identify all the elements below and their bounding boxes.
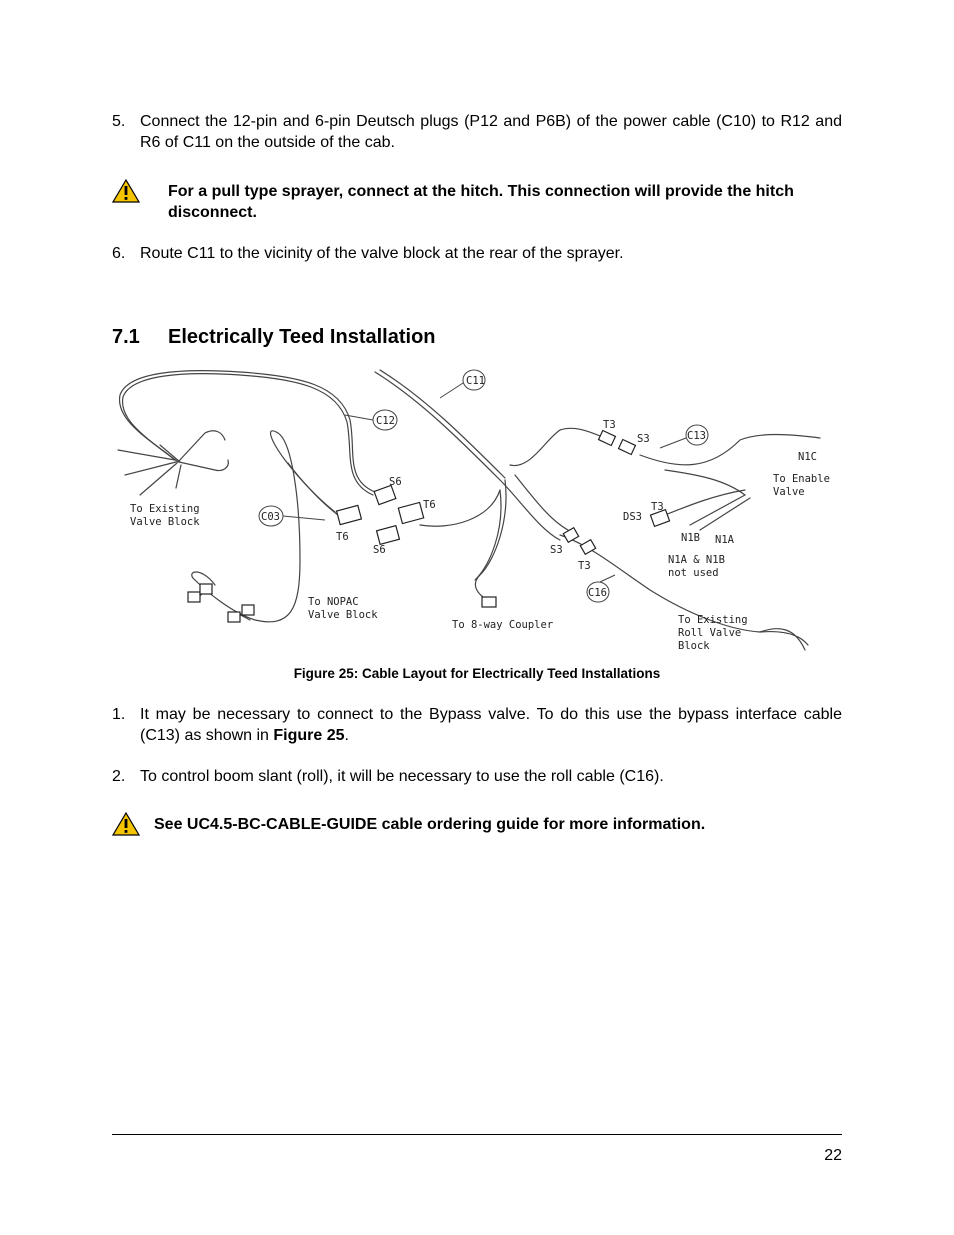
warning-note	[112, 814, 842, 835]
step-text: Route C11 to the vicinity of the valve block at the rear of the sprayer.	[140, 245, 624, 262]
step-number: 2.	[112, 768, 126, 785]
step-number: 1.	[112, 706, 126, 723]
label-s3-mid: S3	[550, 544, 563, 556]
label-c12: C12	[376, 415, 395, 427]
page-number: 22	[824, 1147, 842, 1164]
label-t3-low: T3	[578, 560, 591, 572]
label-t6-top: T6	[423, 499, 436, 511]
label-s3-top: S3	[637, 433, 650, 445]
label-t3-top: T3	[603, 419, 616, 431]
label-n1a: N1A	[715, 534, 734, 546]
label-existing-1: To Existing	[130, 503, 200, 515]
step-text	[140, 704, 842, 746]
label-t3-mid: T3	[651, 501, 664, 513]
label-c03: C03	[261, 511, 280, 523]
cable-layout-figure	[108, 362, 844, 658]
label-c11: C11	[466, 375, 485, 387]
warning-text: See UC4.5-BC-CABLE-GUIDE cable ordering guide for more information.	[154, 816, 706, 833]
label-c13: C13	[687, 430, 706, 442]
warning-note	[112, 181, 842, 223]
label-n1b: N1B	[681, 532, 700, 544]
step-text: Connect the 12-pin and 6-pin Deutsch plugs (P12 and P6B) of the power cable (C10) to R12 and R6 of C11 on the outside of the cab.	[140, 113, 842, 151]
section-heading	[112, 326, 436, 349]
step-5	[112, 111, 842, 153]
label-nopac-2: Valve Block	[308, 609, 378, 621]
label-to-enable-2: Valve	[773, 486, 805, 498]
label-not-used-1: N1A & N1B	[668, 554, 725, 566]
label-s6-bottom: S6	[373, 544, 386, 556]
step-1	[112, 704, 842, 746]
label-roll-1: To Existing	[678, 614, 748, 626]
step-text-end: .	[344, 727, 349, 744]
step-text: To control boom slant (roll), it will be necessary to use the roll cable (C16).	[140, 768, 664, 785]
step-text-main: It may be necessary to connect to the Bypass valve. To do this use the bypass interface cable (C13) as shown in	[140, 706, 842, 744]
label-roll-3: Block	[678, 640, 710, 652]
step-6	[112, 243, 842, 264]
label-coupler: To 8-way Coupler	[452, 619, 554, 631]
warning-icon	[112, 179, 140, 203]
label-to-enable-1: To Enable	[773, 473, 830, 485]
label-t6-left: T6	[336, 531, 349, 543]
label-n1c: N1C	[798, 451, 817, 463]
figure-caption: Figure 25: Cable Layout for Electrically Teed Installations	[293, 666, 661, 681]
label-s6-top: S6	[389, 476, 402, 488]
label-not-used-2: not used	[668, 567, 719, 579]
label-existing-2: Valve Block	[130, 516, 200, 528]
footer-rule	[112, 1134, 842, 1135]
label-ds3: DS3	[623, 511, 642, 523]
warning-icon	[112, 812, 140, 836]
step-number: 6.	[112, 245, 126, 262]
label-nopac-1: To NOPAC	[308, 596, 359, 608]
warning-text: For a pull type sprayer, connect at the hitch. This connection will provide the hitch disconnect.	[168, 183, 794, 221]
label-roll-2: Roll Valve	[678, 627, 742, 639]
section-title: Electrically Teed Installation	[168, 326, 436, 348]
figure-reference: Figure 25	[273, 727, 345, 744]
step-number: 5.	[112, 113, 126, 130]
step-2	[112, 766, 842, 787]
section-number: 7.1	[112, 326, 140, 348]
label-c16: C16	[588, 587, 607, 599]
